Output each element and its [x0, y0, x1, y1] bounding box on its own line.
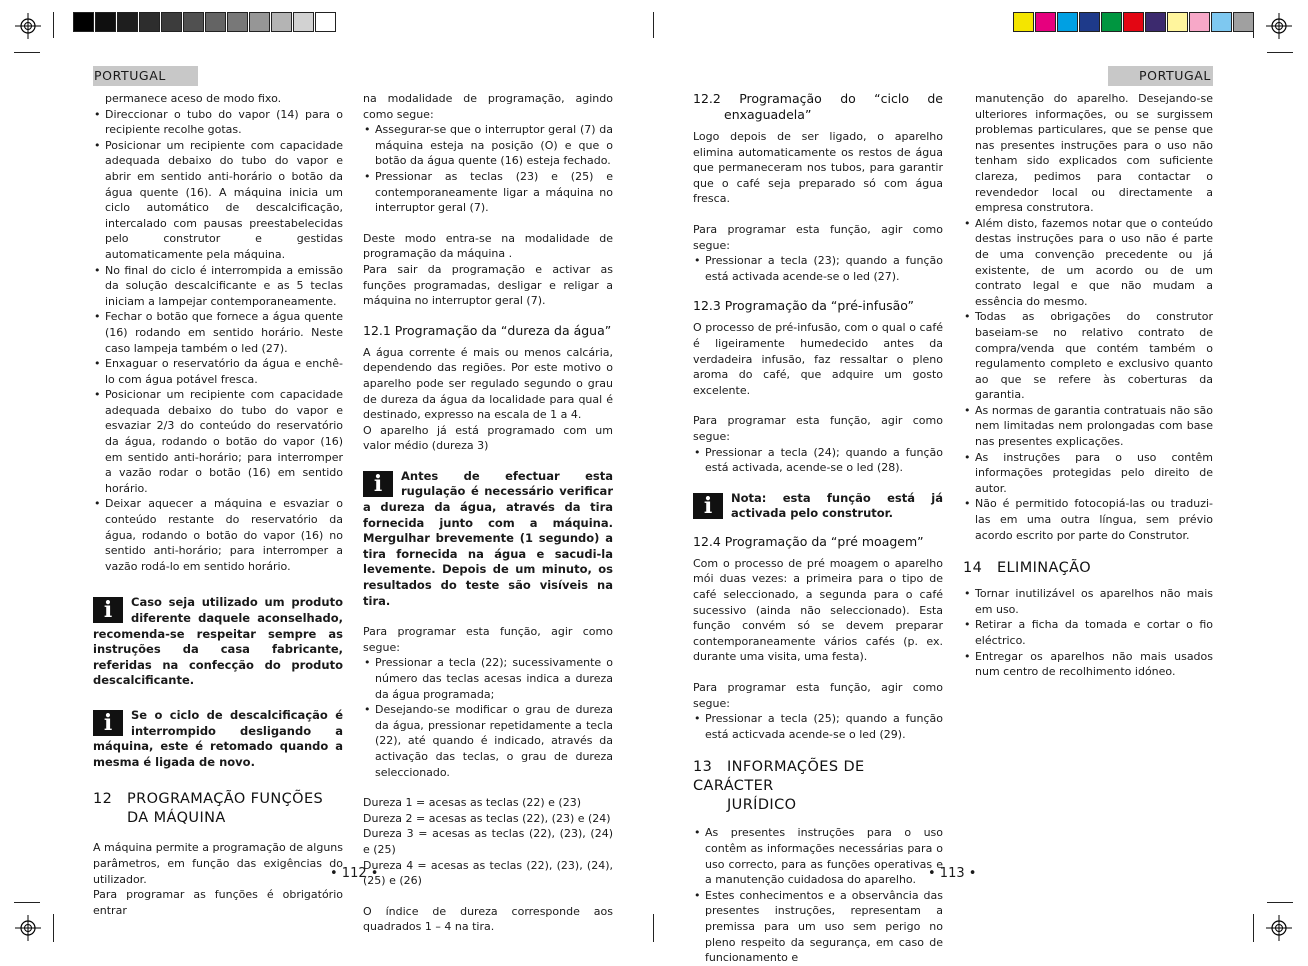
crop-mark [1253, 914, 1254, 942]
color-swatch [1189, 12, 1210, 32]
bullet-list [363, 655, 613, 780]
list-item: • Pressionar a tecla (24); quando a função está activada, acende-se o led (28). [693, 445, 943, 476]
section-title: INFORMAÇÕES DE CARÁCTER [693, 759, 865, 795]
paragraph: A água corrente é mais ou menos calcária, dependendo das regiões. Por este motivo o aparelho pode ser regulado segundo o grau de dureza da água da localidade para qual é destinado, expresso na escala de 1 a 4. [363, 345, 613, 422]
crop-mark [653, 914, 654, 942]
info-icon: i [93, 710, 123, 736]
paragraph: Para programar esta função, agir como segue: [693, 414, 943, 443]
list-item: • Deixar aquecer a máquina e esvaziar o conteúdo restante do reservatório da água, rodando o botão do vapor (16) no sentido anti-horário; para interromper a vazão rodá-lo em sentido horário. [93, 496, 343, 574]
paragraph: Logo depois de ser ligado, o aparelho elimina automaticamente os restos de água que permaneceram nos tubos, para garantir que o café seja preparado só com água fresca. [693, 130, 943, 206]
gray-swatch [73, 12, 94, 32]
paragraph: O índice de dureza corresponde aos quadrados 1 – 4 na tira. [363, 904, 613, 934]
subsection-title: 12.2 Programação do “ciclo de [693, 91, 943, 106]
crop-mark [653, 12, 654, 38]
color-swatch [1101, 12, 1122, 32]
gray-swatch [161, 12, 182, 32]
info-note [693, 491, 943, 522]
note-text: Se o ciclo de descalcificação é interrompido desligando a máquina, este é retomado quando a mesma é ligada de novo. [93, 707, 343, 769]
section-number: 14 [963, 560, 983, 577]
section-title: PROGRAMAÇÃO FUNÇÕES [127, 791, 324, 808]
section-label: PORTUGAL [94, 68, 166, 83]
info-icon: i [363, 471, 393, 497]
paragraph: na modalidade de programação, agindo como segue: [363, 92, 613, 121]
gray-swatch [315, 12, 336, 32]
note-text: Caso seja utilizado um produto diferente daquele aconselhado, recomenda-se respeitar sempre as instruções da casa fabricante, referidas na confecção do produto descalcificante. [93, 595, 343, 688]
hardness-line: Dureza 4 = acesas as teclas (22), (23), (24), (25) e (26) [363, 858, 613, 888]
paragraph: A máquina permite a programação de alguns parâmetros, em função das exigências do utilizador. [93, 841, 343, 886]
hardness-line: Dureza 3 = acesas as teclas (22), (23), (24) e (25) [363, 827, 613, 856]
info-note [363, 469, 613, 609]
gray-swatch [271, 12, 292, 32]
list-item: • Pressionar a tecla (25); quando a função está acticvada acende-se o led (29). [693, 711, 943, 742]
color-swatch [1233, 12, 1254, 32]
section-heading [93, 790, 343, 828]
paragraph: manutenção do aparelho. Desejando-se ulteriores informações, ou se surgissem problemas particulares, que se pense que nas presentes instruções para o uso não tenham sido explicados com suficiente clareza, pedimos para contactar o revendedor local ou directamente a empresa construtora. [975, 92, 1213, 215]
list-item: • Estes conhecimentos e a observância das presentes instruções, representam a premissa para um uso sem perigo no pleno respeito da segurança, em caso de funcionamento e [693, 888, 943, 966]
list-item: • Entregar os aparelhos não mais usados num centro de recolhimento idóneo. [963, 649, 1213, 680]
gray-swatch [293, 12, 314, 32]
list-item: • Todas as obrigações do construtor baseiam-se no relativo contrato de compra/venda que contém também o regulamento completo e exclusivo quanto ao que se refere às coberturas da garantia. [963, 309, 1213, 403]
list-item: • Não é permitido fotocopiá-las ou traduzi-las em uma outra língua, sem prévio acordo escrito por parte do Construtor. [963, 496, 1213, 543]
section-heading [693, 758, 943, 815]
grayscale-bar [73, 12, 337, 32]
paragraph: Com o processo de pré moagem o aparelho mói duas vezes: a primeira para o tipo de café seleccionado, a segunda para o café sucessivo (ainda não seleccionado). Esta função convém só se devem preparar contemporaneamente vários cafés (p. ex. durante uma visita, uma festa). [693, 556, 943, 664]
section-title: ELIMINAÇÃO [997, 560, 1092, 577]
gray-swatch [95, 12, 116, 32]
list-item: • Além disto, fazemos notar que o conteúdo destas instruções para o uso não é parte de uma convenção precedente ou já existente, de um acordo ou de um contrato legal e que não mudam a essência do mesmo. [963, 216, 1213, 310]
section-number: 12 [93, 791, 113, 808]
info-note [93, 708, 343, 770]
list-item: • Assegurar-se que o interruptor geral (7) da máquina esteja na posição (O) e que o botão da água quente (16) esteja fechado. [363, 122, 613, 169]
bullet-list [693, 711, 943, 742]
gray-swatch [227, 12, 248, 32]
bullet-list [693, 825, 943, 965]
info-note [93, 595, 343, 689]
crop-mark [1267, 52, 1293, 53]
list-item: • Pressionar a tecla (22); sucessivamente o número das teclas acesas indica a dureza da água programada; [363, 655, 613, 702]
list-item: • Retirar a ficha da tomada e cortar o fio eléctrico. [963, 617, 1213, 648]
column-3 [693, 91, 943, 966]
bullet-list [963, 216, 1213, 543]
list-item: • No final do ciclo é interrompida a emissão da solução descalcificante e as 5 teclas iniciam a lampejar contemporaneamente. [93, 263, 343, 310]
info-icon: i [93, 597, 123, 623]
note-text: Nota: esta função está já activada pelo construtor. [731, 490, 943, 521]
color-swatch [1035, 12, 1056, 32]
list-item: • Fechar o botão que fornece a água quente (16) rodando em sentido horário. Neste caso lampeja também o led (27). [93, 309, 343, 356]
list-item: • Pressionar as teclas (23) e (25) e contemporaneamente ligar a máquina no interruptor geral (7). [363, 169, 613, 216]
paragraph: permanece aceso de modo fixo. [105, 92, 282, 105]
color-swatch [1167, 12, 1188, 32]
registration-mark-icon [15, 915, 41, 941]
list-item: • As normas de garantia contratuais não são nem limitadas nem prolongadas com base nas presentes explicações. [963, 403, 1213, 450]
header-tab-left [93, 66, 198, 86]
hardness-line: Dureza 1 = acesas as teclas (22) e (23) [363, 796, 582, 810]
column-2 [363, 91, 613, 935]
paragraph: Deste modo entra-se na modalidade de programação da máquina . [363, 231, 613, 261]
list-item: • Posicionar um recipiente com capacidade adequada debaixo do tubo do vapor e abrir em sentido anti-horário o botão da água quente (16). A máquina inicia um ciclo automático de descalcificação, intercalado com pausas preestabelecidas pelo construtor e gestidas automaticamente pela máquina. [93, 138, 343, 263]
page-number: • 112 • [330, 866, 379, 881]
bullet-list [93, 107, 343, 575]
paragraph: Para programar as funções é obrigatório entrar [93, 888, 343, 917]
list-item: • As instruções para o uso contêm informações protegidas pelo direito de autor. [963, 450, 1213, 497]
list-item: • Enxaguar o reservatório da água e enchê-lo com água potável fresca. [93, 356, 343, 387]
section-heading [963, 559, 1213, 578]
color-swatch [1211, 12, 1232, 32]
list-item: • Pressionar a tecla (23); quando a função está activada acende-se o led (27). [693, 253, 943, 284]
column-4 [963, 91, 1213, 680]
gray-swatch [205, 12, 226, 32]
hardness-line: Dureza 2 = acesas as teclas (22), (23) e (24) [363, 811, 611, 825]
color-swatch [1145, 12, 1166, 32]
paragraph: Para programar esta função, agir como segue: [693, 222, 943, 252]
section-title: JURÍDICO [727, 797, 797, 814]
paragraph: Para sair da programação e activar as funções programadas, desligar e religar a máquina no interruptor geral (7). [363, 262, 613, 308]
bullet-list [693, 253, 943, 284]
list-item: • As presentes instruções para o uso contêm as informações necessárias para o uso correcto, para as funções operativas e a manutenção cuidadosa do aparelho. [693, 825, 943, 887]
subsection-heading [693, 91, 943, 107]
color-swatch [1013, 12, 1034, 32]
column-1 [93, 91, 343, 918]
paragraph: O processo de pré-infusão, com o qual o café é ligeiramente humedecido antes da verdadeira infusão, faz ressaltar o pleno aroma do café, que adquire um gosto excelente. [693, 321, 943, 397]
crop-mark [53, 12, 54, 38]
color-swatch [1057, 12, 1078, 32]
list-item: • Tornar inutilizável os aparelhos não mais em uso. [963, 586, 1213, 617]
subsection-heading: 12.1 Programação da “dureza da água” [363, 322, 612, 338]
gray-swatch [183, 12, 204, 32]
subsection-heading: 12.4 Programação da “pré moagem” [693, 533, 924, 549]
gray-swatch [139, 12, 160, 32]
bullet-list [963, 586, 1213, 680]
crop-mark [14, 52, 40, 53]
paragraph: Para programar esta função, agir como segue: [693, 681, 943, 710]
section-number: 13 [693, 759, 713, 776]
paragraph: O aparelho já está programado com um valor médio (dureza 3) [363, 423, 613, 453]
crop-mark [53, 914, 54, 942]
bullet-list [363, 122, 613, 216]
section-label: PORTUGAL [1139, 68, 1211, 83]
paragraph: Para programar esta função, agir como segue: [363, 625, 613, 654]
crop-mark [14, 902, 40, 903]
list-item: • Direccionar o tubo do vapor (14) para o recipiente recolhe gotas. [93, 107, 343, 138]
list-item: • Posicionar um recipiente com capacidade adequada debaixo do tubo do vapor e esvaziar 2/3 do conteúdo do reservatório da água, rodando o botão do vapor (16) em sentido anti-horário; para interromper a vazão rodar o botão (16) em sentido horário. [93, 387, 343, 496]
crop-mark [1267, 902, 1293, 903]
note-text: Antes de efectuar esta rugulação é necessário verificar a dureza da água, através da tira fornecida junto com a máquina. Mergulhar brevemente (1 segundo) a tira fornecida na água e sacudi-la levemente. Depois de um minuto, os resultados do teste são visíveis na tira. [363, 468, 613, 608]
bullet-list [693, 445, 943, 476]
color-swatch [1123, 12, 1144, 32]
color-bar [1013, 12, 1255, 32]
registration-mark-icon [15, 13, 41, 39]
color-swatch [1079, 12, 1100, 32]
section-title: DA MÁQUINA [127, 810, 226, 827]
subsection-heading: 12.3 Programação da “pré-infusão” [693, 298, 914, 314]
subsection-heading: enxaguadela” [724, 107, 812, 122]
page-number: • 113 • [928, 866, 977, 881]
registration-mark-icon [1266, 915, 1292, 941]
registration-mark-icon [1266, 13, 1292, 39]
header-tab-right [1108, 66, 1213, 86]
list-item: • Desejando-se modificar o grau de dureza da água, pressionar repetidamente a tecla (22), até quando é indicado, através da activação das teclas, o grau de dureza seleccionado. [363, 702, 613, 780]
gray-swatch [249, 12, 270, 32]
info-icon: i [693, 493, 723, 519]
gray-swatch [117, 12, 138, 32]
